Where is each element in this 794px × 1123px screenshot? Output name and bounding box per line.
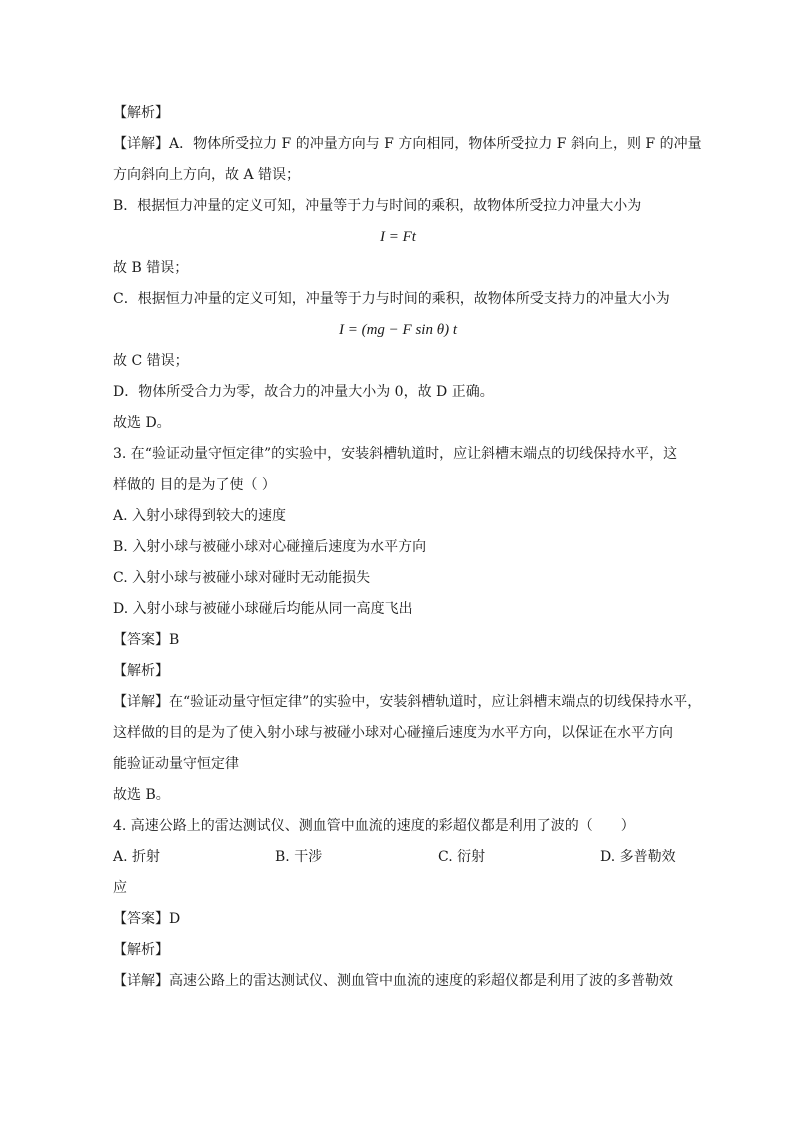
explanation-line: C．根据恒力冲量的定义可知，冲量等于力与时间的乘积，故物体所受支持力的冲量大小为 [113, 291, 670, 307]
explanation-line: 故 C 错误； [113, 353, 189, 369]
question-4-option-d-continued: 应 [113, 880, 127, 896]
question-4-option-a: A. 折射 [113, 849, 161, 865]
question-4-option-d: D. 多普勒效 [600, 849, 676, 865]
question-3-option-a: A. 入射小球得到较大的速度 [113, 508, 287, 524]
explanation-line: 这样做的目的是为了使入射小球与被碰小球对心碰撞后速度为水平方向，以保证在水平方向 [113, 725, 673, 741]
explanation-line: B．根据恒力冲量的定义可知，冲量等于力与时间的乘积，故物体所受拉力冲量大小为 [113, 198, 642, 214]
answer-line: 【答案】B [113, 632, 180, 648]
question-4-option-b: B. 干涉 [275, 849, 323, 865]
explanation-line: 【详解】在“验证动量守恒定律”的实验中，安装斜槽轨道时，应让斜槽末端点的切线保持水平， [113, 694, 702, 710]
conclusion-line: 故选 B。 [113, 787, 170, 803]
section-heading-analysis: 【解析】 [113, 942, 169, 958]
question-4-options [113, 842, 683, 873]
explanation-line: 【详解】A．物体所受拉力 F 的冲量方向与 F 方向相同，物体所受拉力 F 斜向上，则 F 的冲量 [113, 136, 702, 152]
explanation-line: 【详解】高速公路上的雷达测试仪、测血管中血流的速度的彩超仪都是利用了波的多普勒效 [113, 973, 673, 989]
formula-impulse-support: I = (mg − F sin θ) t [338, 322, 457, 338]
question-3-option-d: D. 入射小球与被碰小球碰后均能从同一高度飞出 [113, 601, 413, 617]
question-4-stem: 4. 高速公路上的雷达测试仪、测血管中血流的速度的彩超仪都是利用了波的（ ） [113, 818, 635, 834]
question-3-option-b: B. 入射小球与被碰小球对心碰撞后速度为水平方向 [113, 539, 427, 555]
answer-line: 【答案】D [113, 911, 181, 927]
question-3-option-c: C. 入射小球与被碰小球对碰时无动能损失 [113, 570, 371, 586]
explanation-line: 方向斜向上方向，故 A 错误； [113, 167, 301, 183]
explanation-line: D．物体所受合力为零，故合力的冲量大小为 0，故 D 正确。 [113, 384, 494, 400]
question-3-stem: 样做的 目的是为了使（ ） [113, 477, 276, 493]
explanation-line: 能验证动量守恒定律 [113, 756, 239, 772]
section-heading-analysis: 【解析】 [113, 663, 169, 679]
formula-impulse-pull: I = Ft [380, 229, 416, 245]
question-4-option-c: C. 衍射 [438, 849, 486, 865]
conclusion-line: 故选 D。 [113, 415, 171, 431]
document-page [113, 98, 702, 997]
explanation-line: 故 B 错误； [113, 260, 189, 276]
section-heading-analysis: 【解析】 [113, 105, 169, 121]
question-3-stem: 3. 在“验证动量守恒定律”的实验中，安装斜槽轨道时，应让斜槽末端点的切线保持水平，这 [113, 446, 678, 462]
